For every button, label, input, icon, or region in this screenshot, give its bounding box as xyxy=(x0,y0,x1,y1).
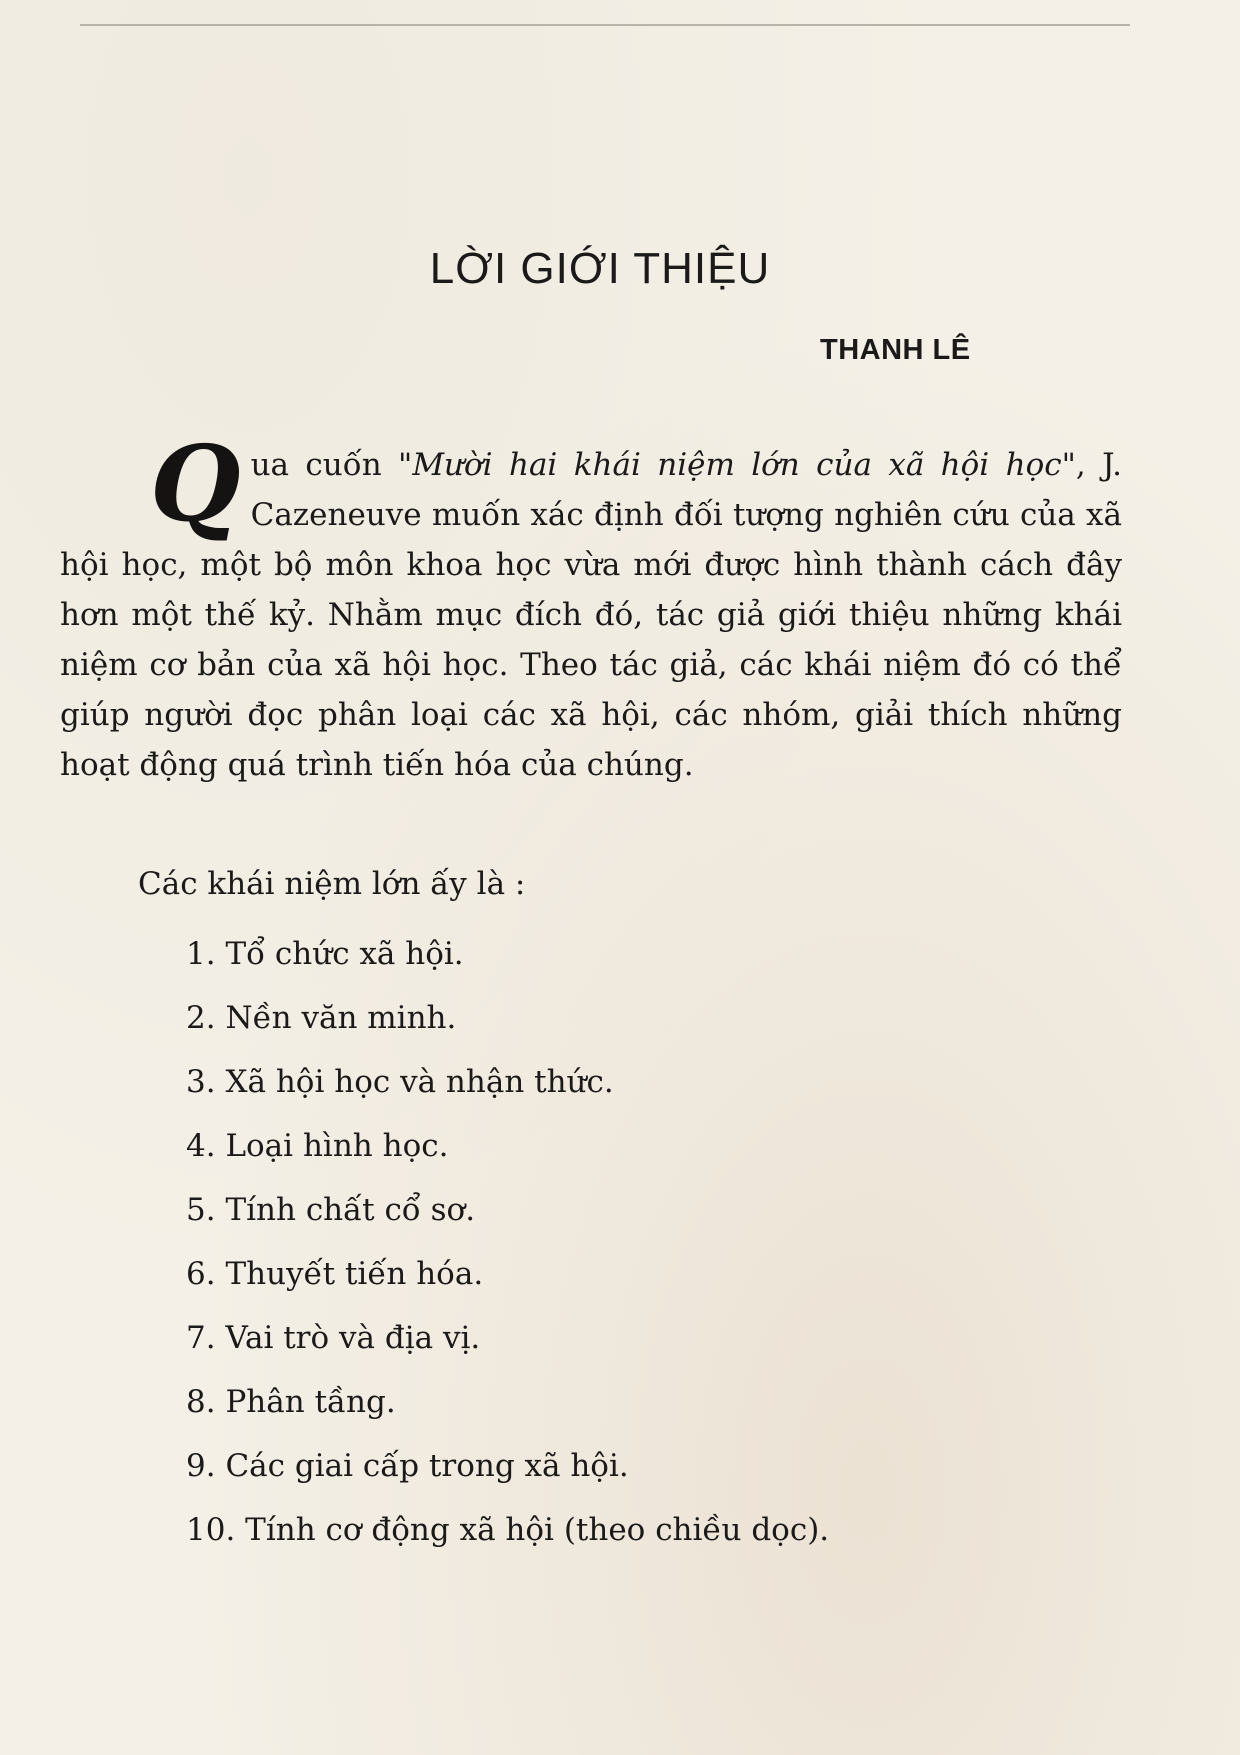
list-item-number: 3. xyxy=(186,1064,216,1100)
page-title: LỜI GIỚI THIỆU xyxy=(429,244,771,293)
list-item xyxy=(186,986,829,1050)
list-item-number: 7. xyxy=(186,1320,216,1356)
intro-paragraph xyxy=(60,422,1122,790)
list-item xyxy=(186,1306,829,1370)
list-item-text: Thuyết tiến hóa. xyxy=(225,1256,484,1292)
author-name: THANH LÊ xyxy=(820,334,971,366)
list-item-number: 6. xyxy=(186,1256,216,1292)
list-item-text: Các giai cấp trong xã hội. xyxy=(225,1448,629,1484)
list-item-text: Vai trò và địa vị. xyxy=(225,1320,481,1356)
intro-line-end: ", xyxy=(1061,447,1086,483)
book-title: Mười hai khái niệm lớn của xã hội học xyxy=(412,447,1062,483)
list-item-number: 8. xyxy=(186,1384,216,1420)
list-item-number: 4. xyxy=(186,1128,216,1164)
list-item-text: Phân tầng. xyxy=(225,1384,396,1420)
intro-body: J. Cazeneuve muốn xác định đối tượng nghiên cứu của xã hội học, một bộ môn khoa học vừa mới được hình thành cách đây hơn một thế kỷ. Nhằm mục đích đó, tác giả giới thiệu những khái niệm cơ bản của xã hội học. Theo tác giả, các khái niệm đó có thể giúp người đọc phân loại các xã hội, các nhóm, giải thích những hoạt động quá trình tiến hóa của chúng. xyxy=(60,447,1122,783)
list-item-text: Tổ chức xã hội. xyxy=(225,936,464,972)
intro-line-start: ua cuốn " xyxy=(250,447,413,483)
list-item xyxy=(186,1434,829,1498)
list-item xyxy=(186,1178,829,1242)
list-item xyxy=(186,1050,829,1114)
list-item xyxy=(186,922,829,986)
list-item-text: Tính cơ động xã hội (theo chiều dọc). xyxy=(245,1512,830,1548)
concept-list xyxy=(186,922,829,1562)
list-item xyxy=(186,1370,829,1434)
list-item-number: 5. xyxy=(186,1192,216,1228)
list-item-text: Nền văn minh. xyxy=(225,1000,457,1036)
list-item-number: 9. xyxy=(186,1448,216,1484)
list-item xyxy=(186,1242,829,1306)
list-item-number: 1. xyxy=(186,936,216,972)
drop-cap: Q xyxy=(150,422,241,545)
list-item xyxy=(186,1114,829,1178)
list-item xyxy=(186,1498,829,1562)
list-item-text: Xã hội học và nhận thức. xyxy=(225,1064,614,1100)
list-item-text: Tính chất cổ sơ. xyxy=(225,1192,476,1228)
list-item-number: 2. xyxy=(186,1000,216,1036)
top-rule xyxy=(80,24,1130,26)
list-item-number: 10. xyxy=(186,1512,236,1548)
list-item-text: Loại hình học. xyxy=(225,1128,449,1164)
list-intro: Các khái niệm lớn ấy là : xyxy=(138,866,526,902)
